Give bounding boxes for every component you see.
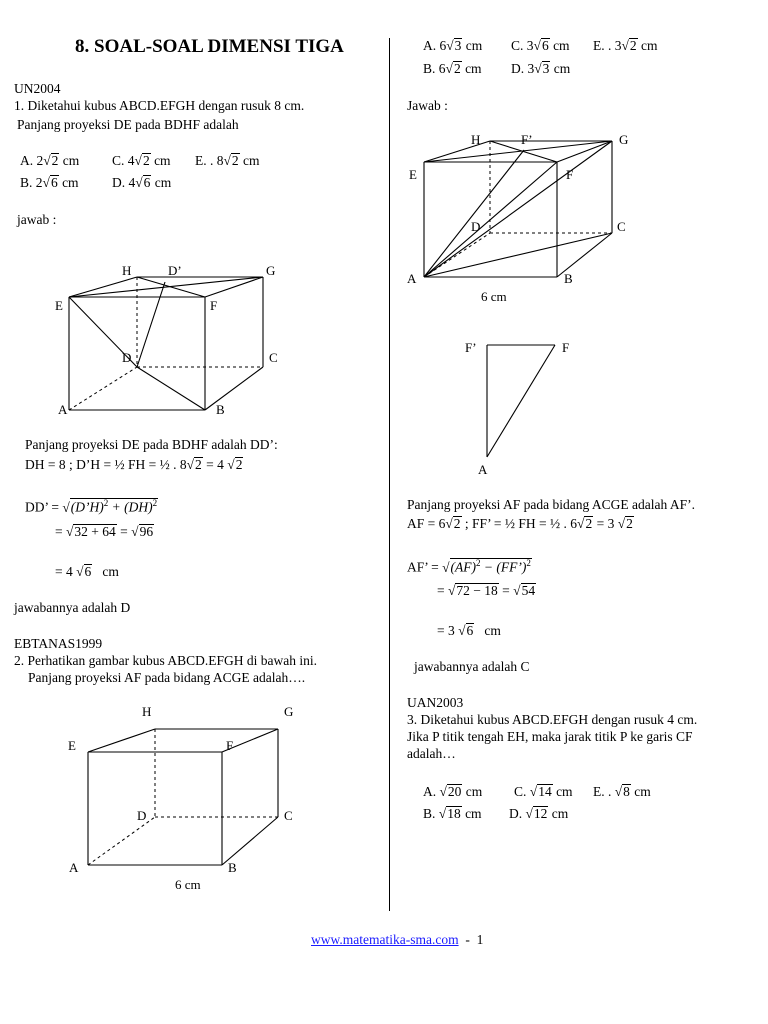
footer — [311, 932, 483, 948]
q1-option-b: B. 2√6 cm — [20, 175, 79, 190]
q1-solution-line1: Panjang proyeksi DE pada BDHF adalah DD’: — [25, 437, 278, 452]
q1-option-a: A. 2√2 cm — [20, 153, 80, 168]
q2-solution-line1: Panjang proyeksi AF pada bidang ACGE adalah AF’. — [407, 497, 695, 512]
footer-separator: - — [465, 932, 470, 947]
q1-question-line1: 1. Diketahui kubus ABCD.EFGH dengan rusuk 8 cm. — [14, 98, 305, 113]
q2-question-line1: 2. Perhatikan gambar kubus ABCD.EFGH di bawah ini. — [14, 653, 317, 668]
q3-source: UAN2003 — [407, 695, 464, 710]
q2s-label-A: A — [407, 271, 417, 286]
q2-option-e: E. . 3√2 cm — [593, 38, 658, 53]
q1-label-D-prime: D’ — [168, 263, 182, 278]
q3-option-c: C. √14 cm — [514, 784, 573, 799]
q3-option-b: B. √18 cm — [423, 806, 482, 821]
q2-solution-step2: = √72 − 18 = √54 — [437, 583, 536, 598]
q2-option-c: C. 3√6 cm — [511, 38, 570, 53]
q1-label-D: D — [122, 350, 132, 365]
q2-question-line2: Panjang proyeksi AF pada bidang ACGE adalah…. — [28, 670, 306, 685]
q1-label-H: H — [122, 263, 132, 278]
q2-label-G: G — [284, 704, 294, 719]
q2-solution-result: = 3 √6 cm — [437, 623, 501, 638]
footer-website-link[interactable]: www.matematika-sma.com — [311, 932, 459, 947]
q2s-edge-label: 6 cm — [481, 289, 507, 304]
tri-label-F-prime: F’ — [465, 340, 477, 355]
q2-label-E: E — [68, 738, 76, 753]
q2-solution-line2: AF = 6√2 ; FF’ = ½ FH = ½ . 6√2 = 3 √2 — [407, 516, 633, 531]
q1-jawab-label: jawab : — [17, 212, 57, 227]
tri-label-F: F — [562, 340, 570, 355]
q1-label-C: C — [269, 350, 278, 365]
q2s-label-C: C — [617, 219, 626, 234]
q2-edge-label: 6 cm — [175, 877, 201, 892]
q2-jawab-label: Jawab : — [407, 98, 448, 113]
page-number: 1 — [476, 932, 484, 947]
q1-label-F: F — [210, 298, 218, 313]
q2-label-B: B — [228, 860, 237, 875]
q2-label-C: C — [284, 808, 293, 823]
q3-question-line2: Jika P titik tengah EH, maka jarak titik P ke garis CF — [407, 729, 693, 744]
q1-label-A: A — [58, 402, 68, 417]
q2-label-H: H — [142, 704, 152, 719]
tri-label-A: A — [478, 462, 488, 477]
q1-label-E: E — [55, 298, 63, 313]
q1-option-c: C. 4√2 cm — [112, 153, 171, 168]
page-title: 8. SOAL-SOAL DIMENSI TIGA — [75, 36, 344, 57]
q2s-label-E: E — [409, 167, 417, 182]
q2-label-F: F — [226, 738, 234, 753]
q1-solution-line2: DH = 8 ; D’H = ½ FH = ½ . 8√2 = 4 √2 — [25, 457, 243, 472]
q2s-label-F: F — [566, 167, 574, 182]
q3-option-d: D. √12 cm — [509, 806, 569, 821]
q1-solution-step2: = √32 + 64 = √96 — [55, 524, 154, 539]
q2-option-d: D. 3√3 cm — [511, 61, 571, 76]
q2s-label-H: H — [471, 132, 481, 147]
q2s-label-D: D — [471, 219, 481, 234]
q2s-label-B: B — [564, 271, 573, 286]
q2-solution-formula: AF’ = √(AF)$^2$ − (FF’)$^2$ — [407, 558, 531, 575]
q1-answer: jawabannya adalah D — [14, 600, 131, 615]
q2s-label-G: G — [619, 132, 629, 147]
q1-label-G: G — [266, 263, 276, 278]
q1-solution-formula: DD’ = √(D’H)$^2$ + (DH)$^2$ — [25, 498, 158, 515]
q2-label-A: A — [69, 860, 79, 875]
q1-option-d: D. 4√6 cm — [112, 175, 172, 190]
q3-option-a: A. √20 cm — [423, 784, 483, 799]
q1-question-line2: Panjang proyeksi DE pada BDHF adalah — [17, 117, 239, 132]
q3-option-e: E. . √8 cm — [593, 784, 651, 799]
q2-option-a: A. 6√3 cm — [423, 38, 483, 53]
q3-question-line1: 3. Diketahui kubus ABCD.EFGH dengan rusuk 4 cm. — [407, 712, 698, 727]
q2-source: EBTANAS1999 — [14, 636, 103, 651]
q2-label-D: D — [137, 808, 147, 823]
q2s-label-F-prime: F’ — [521, 132, 533, 147]
q2-answer: jawabannya adalah C — [414, 659, 530, 674]
q1-label-B: B — [216, 402, 225, 417]
q1-solution-result: = 4 √6 cm — [55, 564, 119, 579]
q1-source: UN2004 — [14, 81, 61, 96]
q1-option-e: E. . 8√2 cm — [195, 153, 260, 168]
q2-option-b: B. 6√2 cm — [423, 61, 482, 76]
q3-question-line3: adalah… — [407, 746, 456, 761]
